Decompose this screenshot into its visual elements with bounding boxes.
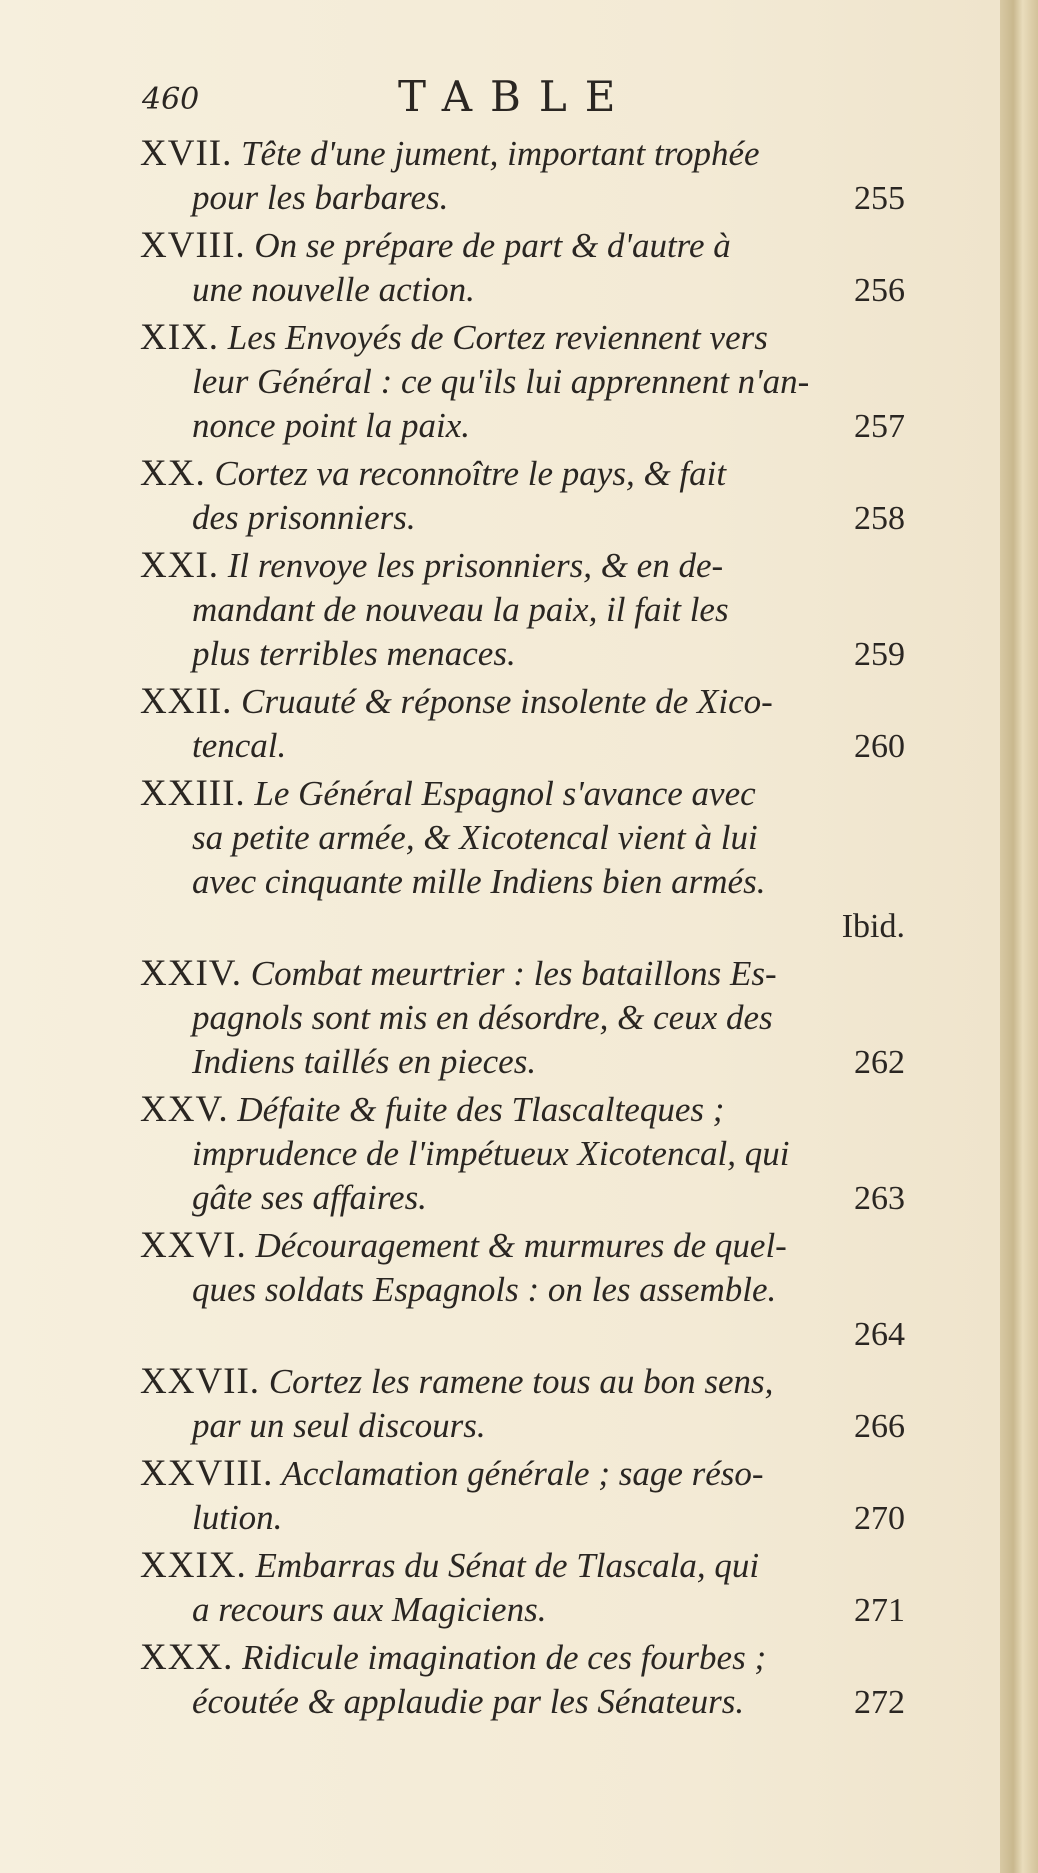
toc-entry [140,1224,905,1356]
chapter-numeral: XXIV. [140,953,242,994]
entry-text: Indiens taillés en pieces. [192,1042,537,1081]
entry-text: Combat meurtrier : les bataillons Es- [250,954,777,993]
toc-entry-first-line [140,952,905,996]
toc-entry-continuation-line [140,996,905,1040]
page-header [138,72,898,122]
entry-text: On se prépare de part & d'autre à [254,226,731,265]
chapter-numeral: XXVI. [140,1225,247,1266]
entry-text: tencal. [192,726,287,765]
entry-text: Cruauté & réponse insolente de Xico- [241,682,773,721]
page-reference: 270 [854,1500,905,1537]
toc-entry-continuation-line [140,1176,905,1220]
entry-text: plus terribles menaces. [192,634,516,673]
page-reference: 263 [854,1180,905,1217]
toc-entry-continuation-line [140,860,905,904]
entry-text: leur Général : ce qu'ils lui apprennent n'an- [192,362,810,401]
chapter-numeral: XXX. [140,1637,234,1678]
toc-entry-continuation-line [140,1404,905,1448]
entry-text: avec cinquante mille Indiens bien armés. [192,862,766,901]
entry-text: nonce point la paix. [192,406,471,445]
page-number: 460 [142,82,200,117]
toc-entry [140,1636,905,1724]
page-reference: Ibid. [841,908,905,945]
table-of-contents [140,132,905,1728]
chapter-numeral: XVII. [140,133,233,174]
toc-entry [140,952,905,1084]
page-reference: 264 [854,1316,905,1353]
entry-text: Les Envoyés de Cortez reviennent vers [227,318,768,357]
entry-text: imprudence de l'impétueux Xicotencal, qui [192,1134,790,1173]
chapter-numeral: XXIII. [140,773,246,814]
toc-entry-first-line [140,1088,905,1132]
page-reference: 272 [854,1684,905,1721]
page-reference: 271 [854,1592,905,1629]
entry-text: mandant de nouveau la paix, il fait les [192,590,729,629]
page-reference: 266 [854,1408,905,1445]
entry-text: des prisonniers. [192,498,416,537]
toc-entry [140,772,905,948]
page-reference: 257 [854,408,905,445]
entry-text: Découragement & murmures de quel- [255,1226,787,1265]
chapter-numeral: XXIX. [140,1545,247,1586]
entry-text: pour les barbares. [192,178,449,217]
entry-text: Ridicule imagination de ces fourbes ; [242,1638,767,1677]
toc-entry [140,544,905,676]
entry-text: une nouvelle action. [192,270,475,309]
entry-text: Le Général Espagnol s'avance avec [254,774,756,813]
entry-text: pagnols sont mis en désordre, & ceux des [192,998,773,1037]
chapter-numeral: XVIII. [140,225,246,266]
toc-entry-continuation-line [140,1268,905,1312]
chapter-numeral: XXI. [140,545,220,586]
toc-entry-continuation-line [140,1040,905,1084]
toc-entry-continuation-line [140,360,905,404]
chapter-numeral: XX. [140,453,206,494]
toc-entry-continuation-line [140,1496,905,1540]
toc-entry-first-line [140,1360,905,1404]
page-reference: 260 [854,728,905,765]
toc-entry-continuation-line [140,404,905,448]
entry-text: gâte ses affaires. [192,1178,427,1217]
entry-text: Défaite & fuite des Tlascalteques ; [237,1090,725,1129]
entry-text: Embarras du Sénat de Tlascala, qui [255,1546,760,1585]
toc-entry-continuation-line [140,176,905,220]
chapter-numeral: XXII. [140,681,233,722]
page-reference: 256 [854,272,905,309]
toc-entry-first-line [140,1452,905,1496]
toc-entry [140,452,905,540]
toc-entry [140,1088,905,1220]
running-head: TABLE [398,72,634,121]
chapter-numeral: XIX. [140,317,220,358]
entry-text: Il renvoye les prisonniers, & en de- [227,546,724,585]
toc-entry [140,1360,905,1448]
toc-entry-first-line [140,1544,905,1588]
toc-entry-continuation-line [140,1588,905,1632]
page-reference: 262 [854,1044,905,1081]
page-reference: 258 [854,500,905,537]
entry-text: Cortez va reconnoître le pays, & fait [214,454,727,493]
toc-entry [140,316,905,448]
entry-text: Acclamation générale ; sage réso- [281,1454,764,1493]
toc-entry-first-line [140,224,905,268]
toc-entry-continuation-line [140,816,905,860]
entry-text: lution. [192,1498,283,1537]
entry-text: Tête d'une jument, important trophée [241,134,760,173]
entry-text: par un seul discours. [192,1406,486,1445]
toc-entry-first-line [140,132,905,176]
toc-entry [140,1544,905,1632]
toc-entry [140,224,905,312]
toc-entry-continuation-line [140,496,905,540]
toc-entry-first-line [140,316,905,360]
toc-entry-continuation-line [140,632,905,676]
toc-entry-first-line [140,680,905,724]
toc-entry-first-line [140,1636,905,1680]
entry-text: écoutée & applaudie par les Sénateurs. [192,1682,745,1721]
toc-entry [140,1452,905,1540]
toc-entry-first-line [140,544,905,588]
toc-entry-continuation-line [140,268,905,312]
page-reference: 259 [854,636,905,673]
entry-text: Cortez les ramene tous au bon sens, [268,1362,774,1401]
toc-entry-first-line [140,1224,905,1268]
toc-entry-continuation-line [140,724,905,768]
entry-text: sa petite armée, & Xicotencal vient à lui [192,818,758,857]
page-reference-line [140,1312,905,1356]
page-edge [1000,0,1038,1873]
toc-entry-continuation-line [140,588,905,632]
toc-entry-first-line [140,772,905,816]
chapter-numeral: XXVII. [140,1361,261,1402]
chapter-numeral: XXV. [140,1089,229,1130]
page-reference: 255 [854,180,905,217]
entry-text: a recours aux Magiciens. [192,1590,547,1629]
toc-entry [140,132,905,220]
toc-entry-continuation-line [140,1680,905,1724]
toc-entry [140,680,905,768]
chapter-numeral: XXVIII. [140,1453,274,1494]
entry-text: ques soldats Espagnols : on les assemble. [192,1270,777,1309]
toc-entry-continuation-line [140,1132,905,1176]
page-reference-line [140,904,905,948]
toc-entry-first-line [140,452,905,496]
